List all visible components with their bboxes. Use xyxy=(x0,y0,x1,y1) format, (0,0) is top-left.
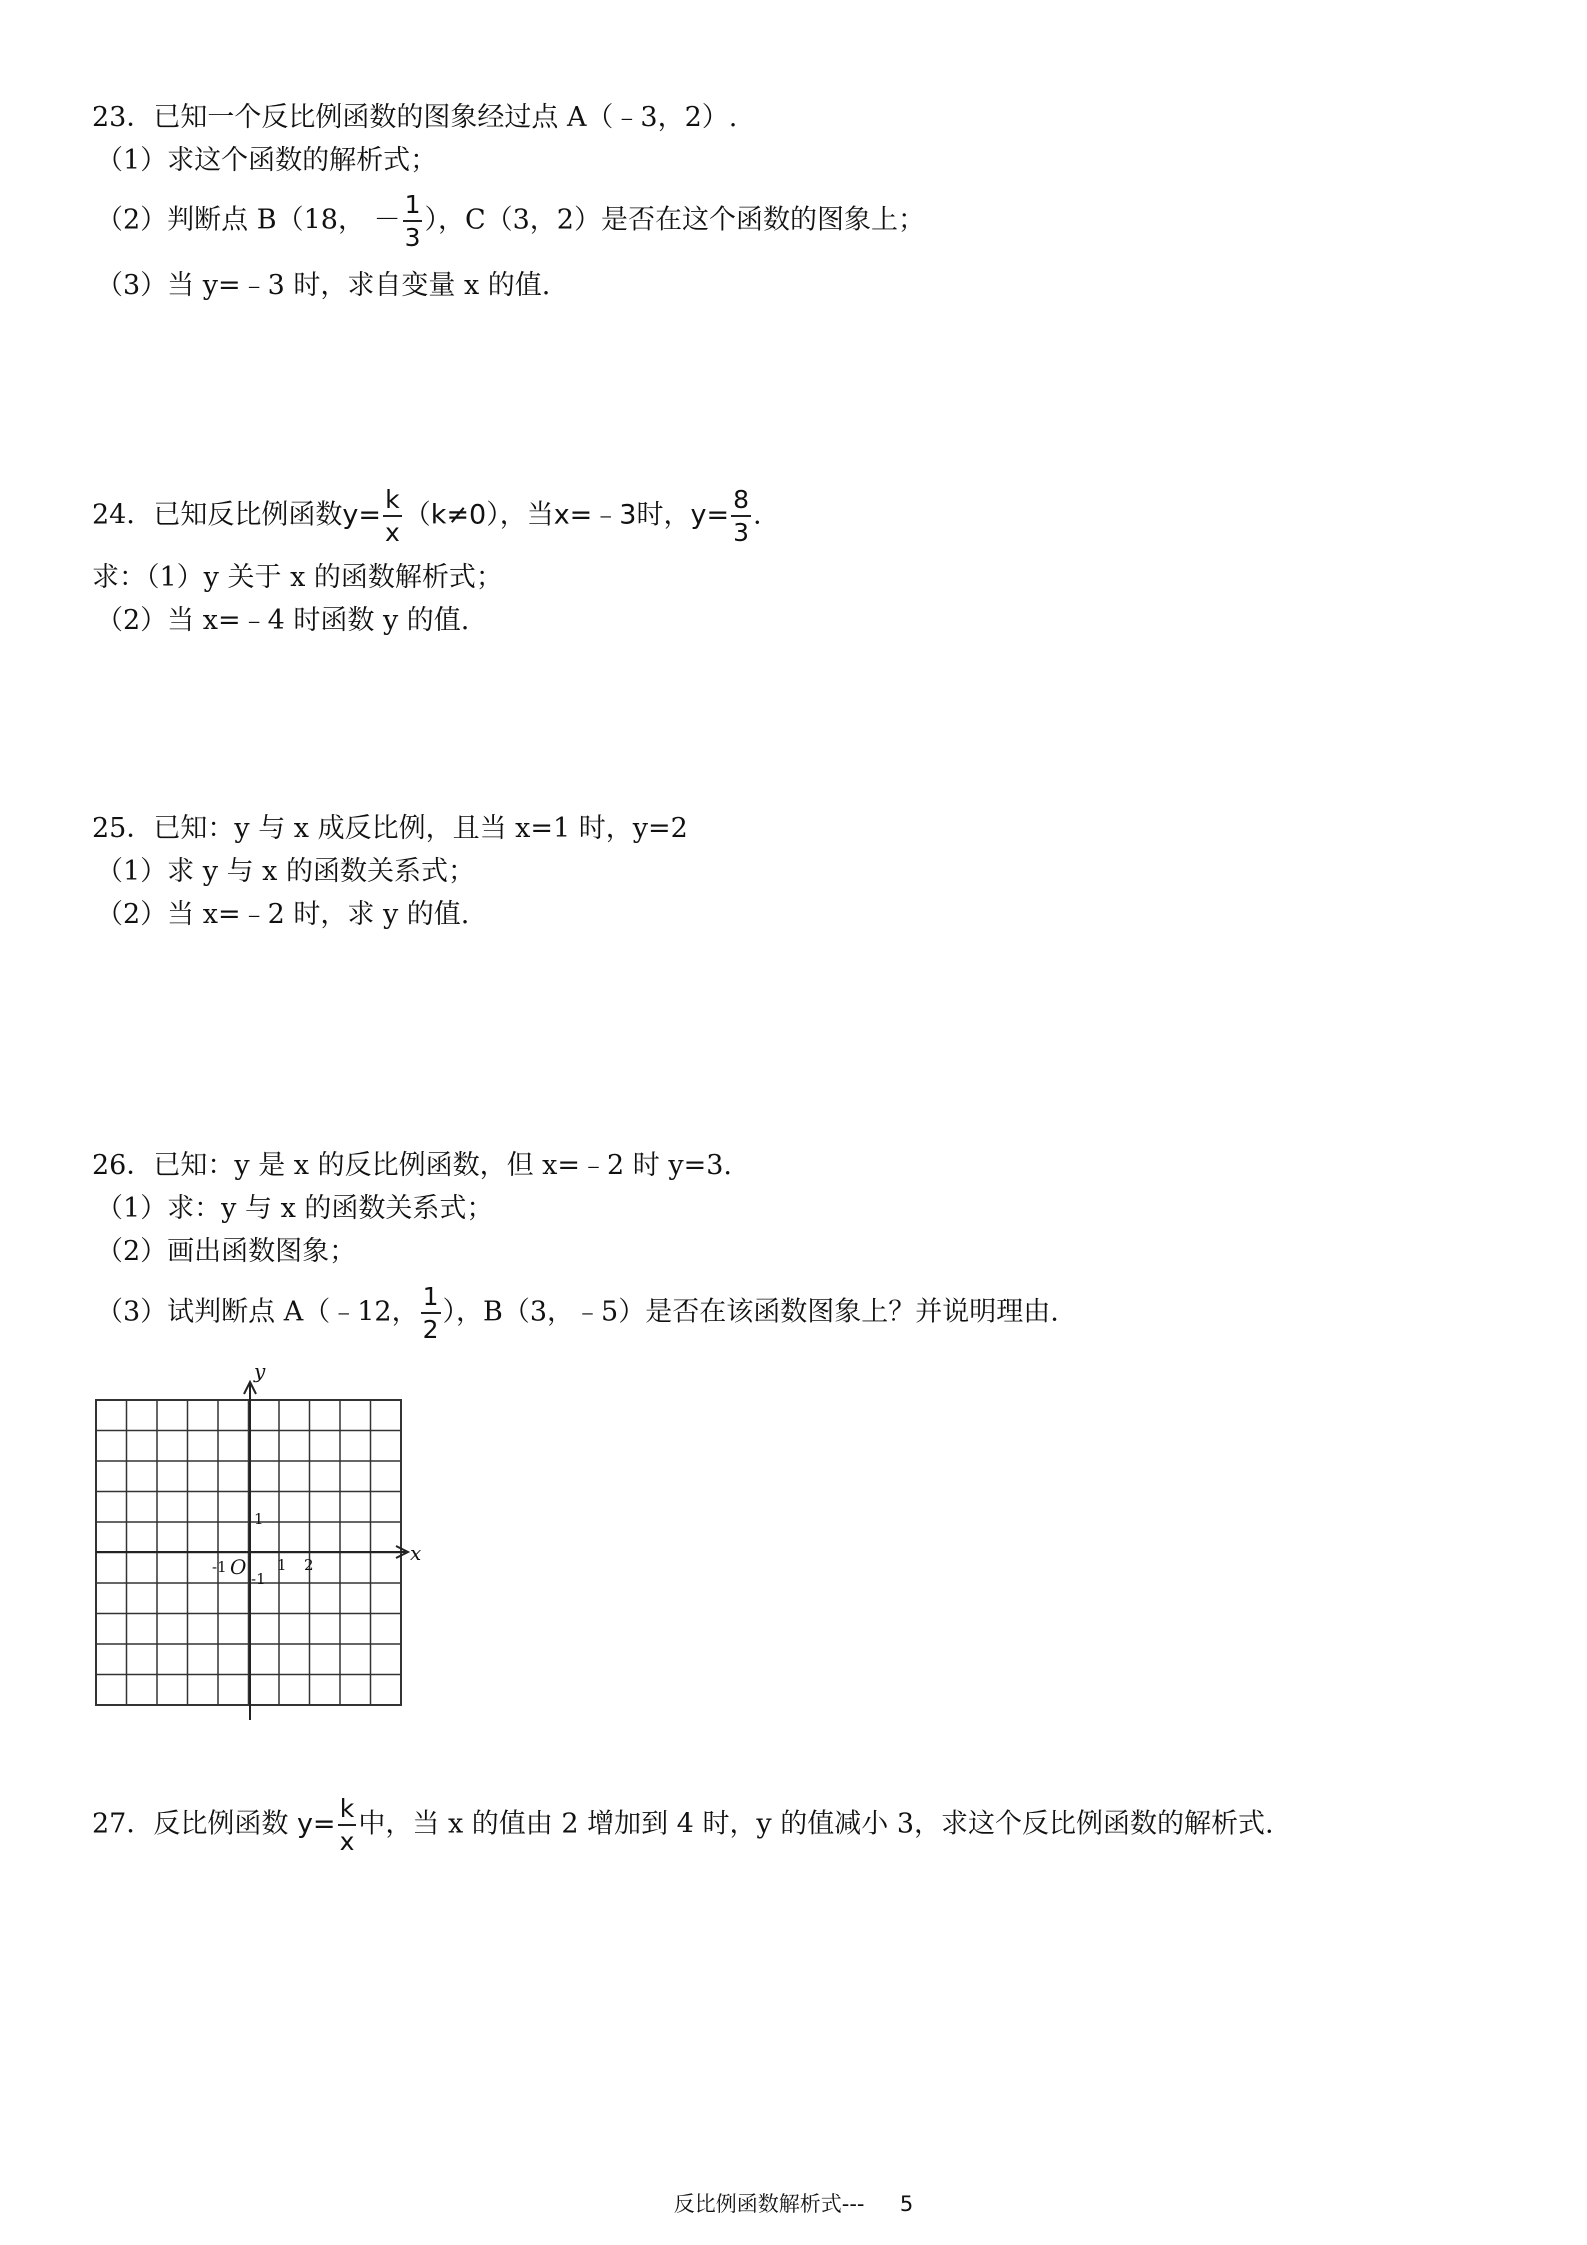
q24-k-numerator: k xyxy=(385,485,400,514)
q23-fraction-numerator: 1 xyxy=(404,190,421,219)
q23-part2 xyxy=(96,192,925,250)
q26-part3 xyxy=(96,1284,1059,1342)
q25-part2: （2）当 x=﹣2 时，求 y 的值. xyxy=(96,899,470,930)
q23-part1: （1）求这个函数的解析式； xyxy=(96,145,438,176)
q27-stem xyxy=(92,1796,1274,1854)
q25-stem: 25．已知：y 与 x 成反比例，且当 x=1 时，y=2 xyxy=(92,813,688,844)
q23-part3: （3）当 y=﹣3 时，求自变量 x 的值. xyxy=(96,270,551,301)
q26-fraction-one-half xyxy=(421,1284,441,1342)
q23-part2-text-a: （2）判断点 B（18， xyxy=(96,204,365,236)
x-tick-one: 1 xyxy=(277,1556,287,1574)
q23-part2-text-b: ），C（3，2）是否在这个函数的图象上； xyxy=(424,204,925,236)
q25-part1: （1）求 y 与 x 的函数关系式； xyxy=(96,856,475,887)
q24-fraction-eight-thirds xyxy=(731,487,751,545)
q26-part2: （2）画出函数图象； xyxy=(96,1236,357,1267)
q23-fraction-denominator: 3 xyxy=(404,223,421,252)
q27-stem-text-a: 27．反比例函数 xyxy=(92,1808,297,1840)
q24-stem xyxy=(92,487,762,545)
q24-value-denominator: 3 xyxy=(733,518,749,547)
x-tick-two: 2 xyxy=(304,1556,314,1574)
footer-title: 反比例函数解析式--- xyxy=(673,2192,865,2216)
y-tick-one: 1 xyxy=(254,1510,264,1528)
q24-x-denominator: x xyxy=(384,518,400,547)
q26-stem: 26．已知：y 是 x 的反比例函数，但 x=﹣2 时 y=3. xyxy=(92,1150,732,1181)
q23-stem: 23．已知一个反比例函数的图象经过点 A（﹣3，2）. xyxy=(92,102,738,133)
q24-y-equals: y= xyxy=(342,499,381,531)
q26-fraction-numerator: 1 xyxy=(422,1282,439,1311)
y-tick-neg-one: -1 xyxy=(251,1570,266,1588)
page-footer xyxy=(0,2188,1587,2218)
q27-fraction-k-over-x xyxy=(338,1796,357,1854)
q27-k-numerator: k xyxy=(339,1794,355,1823)
q24-fraction-k-over-x xyxy=(383,487,402,545)
q27-stem-text-b: 中，当 x 的值由 2 增加到 4 时，y 的值减小 3，求这个反比例函数的解析式. xyxy=(358,1808,1274,1840)
q27-x-denominator: x xyxy=(339,1827,355,1856)
q24-stem-text: 24．已知反比例函数 xyxy=(92,499,343,531)
q26-part3-text-b: ），B（3，﹣5）是否在该函数图象上？并说明理由. xyxy=(442,1296,1059,1328)
q27-y-equals: y= xyxy=(296,1808,336,1840)
q26-part1: （1）求：y 与 x 的函数关系式； xyxy=(96,1193,494,1224)
q24-condition: （k≠0），当x=﹣3时，y= xyxy=(403,499,730,531)
q26-part3-text-a: （3）试判断点 A（﹣12， xyxy=(96,1296,419,1328)
q26-fraction-denominator: 2 xyxy=(422,1315,439,1344)
x-tick-neg-one: -1 xyxy=(212,1558,227,1576)
origin-label: O xyxy=(230,1555,247,1579)
q24-part2: （2）当 x=﹣4 时函数 y 的值. xyxy=(96,605,470,636)
q24-stem-end: . xyxy=(753,499,762,531)
q23-part2-sign: － xyxy=(373,204,401,236)
x-axis-label: x xyxy=(410,1541,422,1565)
y-axis-label: y xyxy=(254,1360,266,1383)
q23-fraction-one-third xyxy=(403,192,423,250)
q24-ask: 求：（1）y 关于 x 的函数解析式； xyxy=(92,562,503,593)
q26-coordinate-grid xyxy=(90,1360,430,1720)
q24-value-numerator: 8 xyxy=(733,485,749,514)
q26-grid-svg xyxy=(90,1360,430,1720)
page-number: 5 xyxy=(899,2192,914,2216)
